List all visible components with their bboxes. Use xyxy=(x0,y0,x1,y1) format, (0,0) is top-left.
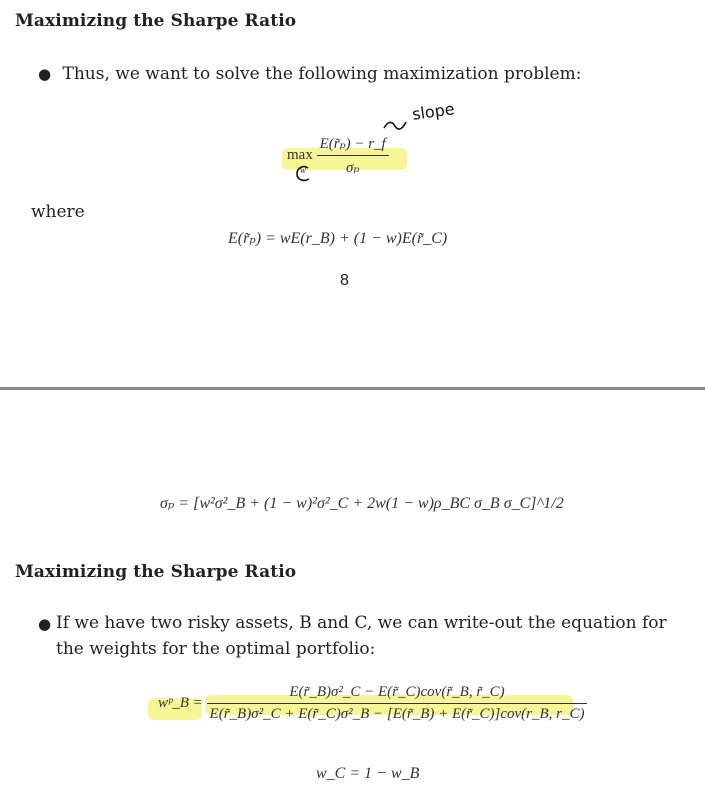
circle-w-label: w xyxy=(300,165,307,175)
optimal-weight-denominator: E(r̃_B)σ²_C + E(r̃_C)σ²_B − [E(r̃_B) + E(r̃_C)]cov(r_B, r_C) xyxy=(207,703,588,723)
bottom-bullet-item xyxy=(38,610,688,662)
tilde-mark-icon xyxy=(382,118,408,132)
sigma-p-equation: σₚ = [w²σ²_B + (1 − w)²σ²_C + 2w(1 − w)ρ_BC σ_B σ_C]^1/2 xyxy=(160,495,564,512)
sharpe-denominator: σₚ xyxy=(317,155,389,177)
top-bullet-item xyxy=(38,61,581,87)
wc-equation: w_C = 1 − w_B xyxy=(316,765,420,782)
expected-return-equation: E(r̃ₚ) = wE(r_B) + (1 − w)E(r̃_C) xyxy=(228,230,448,247)
page-number: 8 xyxy=(340,272,349,289)
optimal-weight-formula xyxy=(158,684,587,723)
slide-divider xyxy=(0,387,705,390)
top-bullet-text: Thus, we want to solve the following maximization problem: xyxy=(62,64,582,84)
bottom-bullet-text: If we have two risky assets, B and C, we can write-out the equation for the weights for the optimal portfolio: xyxy=(56,613,667,659)
slope-annotation: slope xyxy=(410,99,456,124)
bullet-icon: ● xyxy=(38,65,52,83)
sharpe-numerator: E(r̃ₚ) − r_f xyxy=(319,136,386,152)
bullet-icon: ● xyxy=(38,615,52,633)
max-operator: max xyxy=(287,147,313,163)
optimal-weight-fraction xyxy=(207,684,588,723)
optimal-weight-lhs: wᵖ_B = xyxy=(158,695,203,711)
sharpe-fraction xyxy=(317,134,389,177)
top-heading: Maximizing the Sharpe Ratio xyxy=(15,11,297,31)
optimal-weight-numerator: E(r̃_B)σ²_C − E(r̃_C)cov(r̃_B, r̃_C) xyxy=(289,684,505,700)
bottom-heading: Maximizing the Sharpe Ratio xyxy=(15,562,297,582)
where-label: where xyxy=(31,202,85,222)
